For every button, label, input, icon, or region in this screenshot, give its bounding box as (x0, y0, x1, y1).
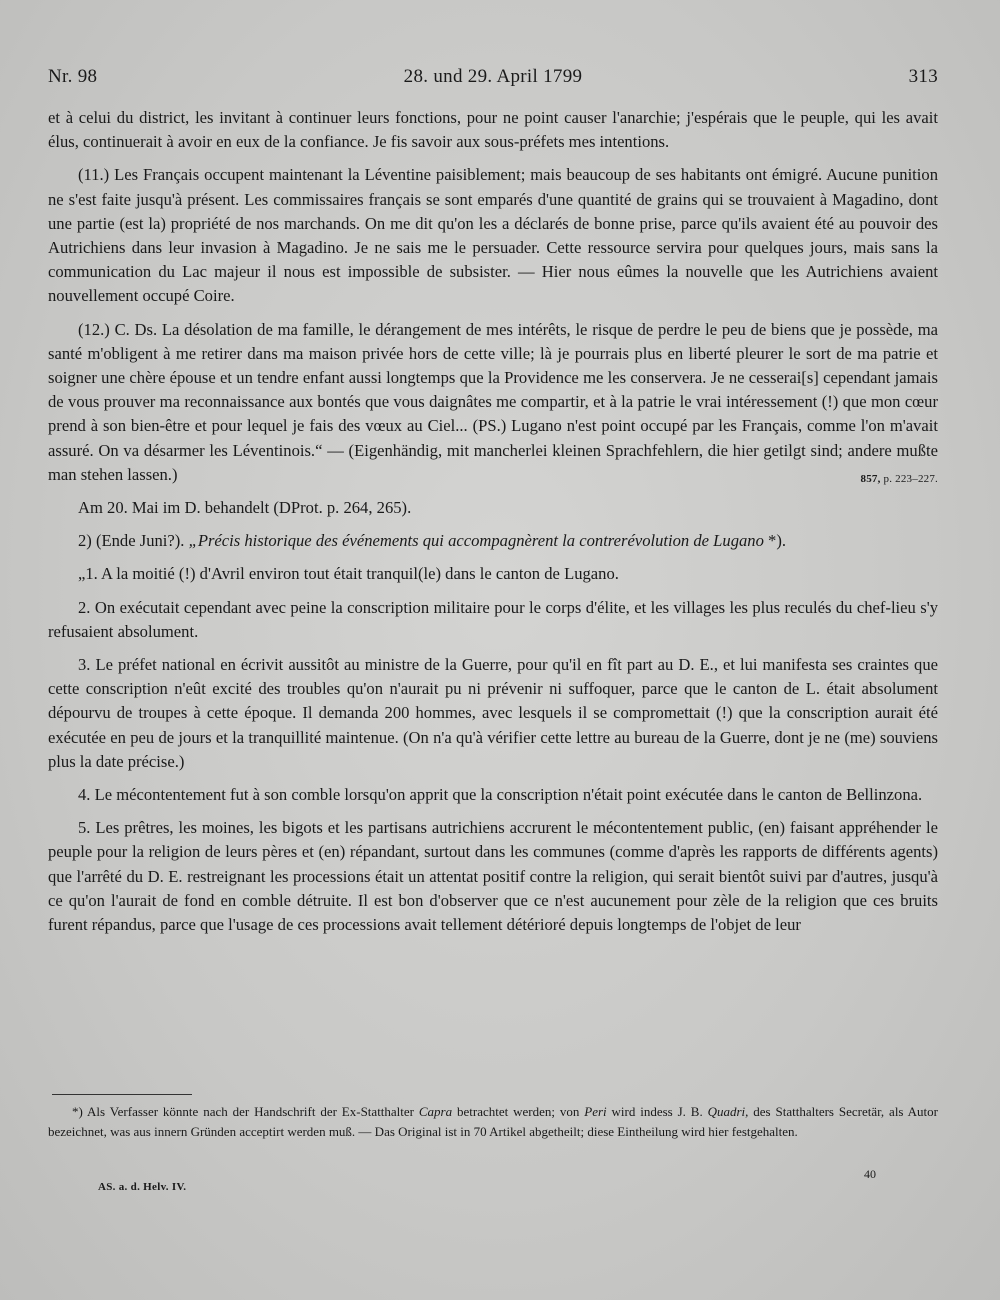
treated-note: Am 20. Mai im D. behandelt (DProt. p. 264, 265). (78, 498, 412, 518)
footnote-name-quadri: Quadri, (707, 1104, 749, 1119)
footnote-part-2: betrachtet werden; von (452, 1104, 585, 1119)
sheet-number: 40 (864, 1167, 876, 1181)
article-5: 5. Les prêtres, les moines, les bigots et les partisans autrichiens accrurent le mécontentement public, (en) faisant appréhender le peuple pour la religion de leurs pères et (en) répandant, surtout dans les communes (comme d'après les rapports de différents agents) que l'arrêté du D. E. restreignant les processions était un attentat positif contre la religion, qui serait bientôt suivi par d'autres, jusqu'à ce qu'on l'aurait de fond en comble détruite. Il est bon d'observer que ce n'est aucunement pour zèle de la religion que ces bruits furent répandus, parce que l'usage de ces processions avait tellement détérioré depuis longtemps de l'objet de leur (48, 818, 938, 935)
page-header (48, 66, 938, 92)
paragraph-11: (11.) Les Français occupent maintenant la Léventine paisiblement; mais beaucoup de ses habitants ont émigré. Aucune punition ne s'est faite jusqu'à présent. Les commissaires français se sont emparés d'une quantité de grains qui se trouvaient à Magadino, dont une partie (est la) propriété de nos marchands. On me dit qu'on les a déclarés de bonne prise, parce qu'ils avaient été au pouvoir des Autrichiens dans leur invasion à Magadino. Je ne sais me le persuader. Cette ressource servira pour quelques jours, mais sans la communication du Lac majeur il nous est impossible de subsister. — Hier nous eûmes la nouvelle que les Autrichiens avaient nouvellement occupé Coire. (48, 165, 938, 306)
footnote-name-capra: Capra (418, 1104, 453, 1119)
footnote-divider (52, 1094, 192, 1095)
paragraph-continuation: et à celui du district, les invitant à continuer leurs fonctions, pour ne point causer l'anarchie; j'espérais que le peuple, qui les avait élus, continuerait à avoir en eux de la confiance. Je fis savoir aux sous-préfets mes intentions. (48, 108, 938, 152)
footnote-text (48, 1102, 938, 1142)
header-date: 28. und 29. April 1799 (403, 66, 583, 87)
source-reference-number: 857, (860, 472, 881, 485)
footnote-part-1: *) Als Verfasser könnte nach der Handschrift der Ex-Statthalter (72, 1104, 419, 1119)
item-2-lead: 2) (Ende Juni?). (78, 531, 185, 551)
item-2-heading (48, 529, 938, 553)
article-2: 2. On exécutait cependant avec peine la conscription militaire pour le corps d'élite, et les villages les plus reculés du chef-lieu s'y refusaient absolument. (48, 597, 938, 641)
article-3: 3. Le préfet national en écrivit aussitôt au ministre de la Guerre, pour qu'il en fît part au D. E., et lui manifesta ses craintes que cette conscription n'eût excité des troubles qu'on n'aurait pu ni prévenir ni suffoquer, parce que le canton de L. était absolument dépourvu de troupes à cette époque. Il demanda 200 hommes, avec lesquels il se compromettait (!) que la conscription aurait été exécutée en peu de jours et la tranquillité maintenue. (On n'a qu'à vérifier cette lettre au bureau de la Guerre, dont je ne (me) souviens plus la date précise.) (48, 655, 938, 771)
footnote (48, 1102, 938, 1142)
article-1: „1. A la moitié (!) d'Avril environ tout était tranquil(le) dans le canton de Lugano. (78, 564, 619, 584)
item-2-title: „Précis historique des événements qui accompagnèrent la contrerévolution de Lugano (188, 531, 764, 551)
source-reference-pages: p. 223–227. (883, 472, 938, 485)
page-number: 313 (908, 66, 938, 87)
main-text (48, 106, 938, 946)
document-number: Nr. 98 (48, 66, 98, 87)
printer-signature: AS. a. d. Helv. IV. (98, 1181, 187, 1193)
article-4: 4. Le mécontentement fut à son comble lorsqu'on apprit que la conscription n'était point exécutée dans le canton de Bellinzona. (78, 785, 923, 805)
paragraph-12 (48, 318, 938, 487)
source-reference (831, 467, 938, 491)
footnote-part-3: wird indess J. B. (606, 1104, 708, 1119)
paragraph-12-text: (12.) C. Ds. La désolation de ma famille, le dérangement de mes intérêts, le risque de perdre le peu de biens que je possède, ma santé m'obligent à me retirer dans ma maison privée hors de cette ville; là je pourrais plus en liberté pleurer le sort de ma patrie et soigner une chère épouse et un tendre enfant aussi longtemps que la Providence me les conservera. Je ne cesserai[s] cependant jamais de vous prouver ma reconnaissance aux bontés que vous daignâtes me compartir, et à la patrie le vrai intéressement (!) que mon cœur prend à son bien-être et pour lequel je fais des vœux au Ciel... (PS.) Lugano n'est point occupé par les Français, comme l'on m'avait assuré. On va désarmer les Léventinois.“ — (Eigenhändig, mit mancherlei kleinen Sprachfehlern, die hier getilgt sind; andere mußte man stehen lassen.) (48, 319, 938, 484)
footnote-name-peri: Peri (584, 1104, 607, 1119)
footnote-part-4: des Statthalters Secretär, als Autor bezeichnet, was aus innern Gründen acceptirt werden muß. — Das Original ist in 70 Artikel abgetheilt; diese Eintheilung wird hier festgehalten. (48, 1104, 938, 1139)
item-2-footnote-mark: *). (763, 531, 787, 551)
